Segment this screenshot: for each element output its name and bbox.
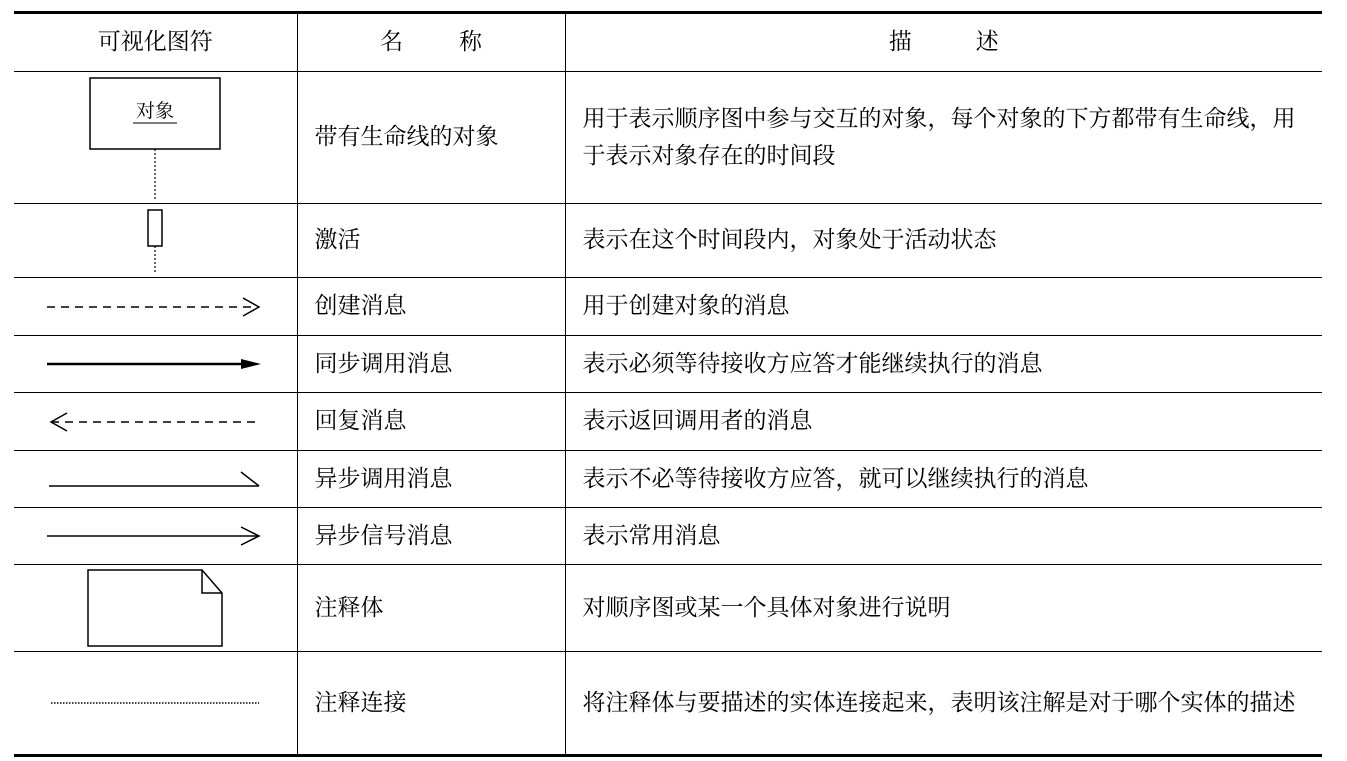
solid-filled-arrow-right-icon <box>45 354 265 374</box>
table-row <box>14 336 1322 393</box>
dashed-arrow-left-icon <box>45 410 265 434</box>
name-cell: 带有生命线的对象 <box>297 72 565 204</box>
name-cell: 回复消息 <box>297 393 565 451</box>
dashed-arrow-right-icon <box>45 295 265 319</box>
description-cell: 表示常用消息 <box>565 508 1322 565</box>
symbol-cell <box>14 336 297 393</box>
table-row <box>14 393 1322 451</box>
description-cell: 表示必须等待接收方应答才能继续执行的消息 <box>565 336 1322 393</box>
name-cell: 创建消息 <box>297 278 565 336</box>
name-cell: 注释连接 <box>297 652 565 756</box>
name-cell: 激活 <box>297 204 565 278</box>
symbol-cell <box>14 72 297 204</box>
table-row <box>14 508 1322 565</box>
description-cell: 表示返回调用者的消息 <box>565 393 1322 451</box>
open-arrow-right-icon <box>45 524 265 548</box>
uml-sequence-symbol-table <box>14 11 1322 757</box>
symbol-cell <box>14 652 297 756</box>
table-row <box>14 652 1322 756</box>
note-shape-icon <box>85 568 225 648</box>
table-row <box>14 204 1322 278</box>
header-description: 描述 <box>565 13 1322 72</box>
table-row <box>14 72 1322 204</box>
name-cell: 注释体 <box>297 565 565 652</box>
dotted-line-icon <box>45 698 265 708</box>
description-cell: 对顺序图或某一个具体对象进行说明 <box>565 565 1322 652</box>
half-arrow-right-icon <box>45 467 265 491</box>
name-cell: 异步信号消息 <box>297 508 565 565</box>
symbol-cell <box>14 508 297 565</box>
table-row <box>14 565 1322 652</box>
table-row <box>14 278 1322 336</box>
symbol-cell <box>14 204 297 278</box>
symbol-cell <box>14 451 297 508</box>
symbol-cell <box>14 393 297 451</box>
name-cell: 异步调用消息 <box>297 451 565 508</box>
description-cell: 表示不必等待接收方应答，就可以继续执行的消息 <box>565 451 1322 508</box>
activation-bar-icon <box>135 208 175 274</box>
description-cell: 用于表示顺序图中参与交互的对象，每个对象的下方都带有生命线，用于表示对象存在的时间段 <box>565 72 1322 204</box>
description-cell: 表示在这个时间段内，对象处于活动状态 <box>565 204 1322 278</box>
symbol-cell <box>14 565 297 652</box>
header-name: 名称 <box>297 13 565 72</box>
lifeline-object-icon <box>85 74 225 202</box>
object-label: 对象 <box>136 99 175 122</box>
description-cell: 用于创建对象的消息 <box>565 278 1322 336</box>
symbol-cell <box>14 278 297 336</box>
table-header-row <box>14 13 1322 72</box>
name-cell: 同步调用消息 <box>297 336 565 393</box>
table-row <box>14 451 1322 508</box>
header-symbol: 可视化图符 <box>14 13 297 72</box>
description-cell: 将注释体与要描述的实体连接起来，表明该注解是对于哪个实体的描述 <box>565 652 1322 756</box>
